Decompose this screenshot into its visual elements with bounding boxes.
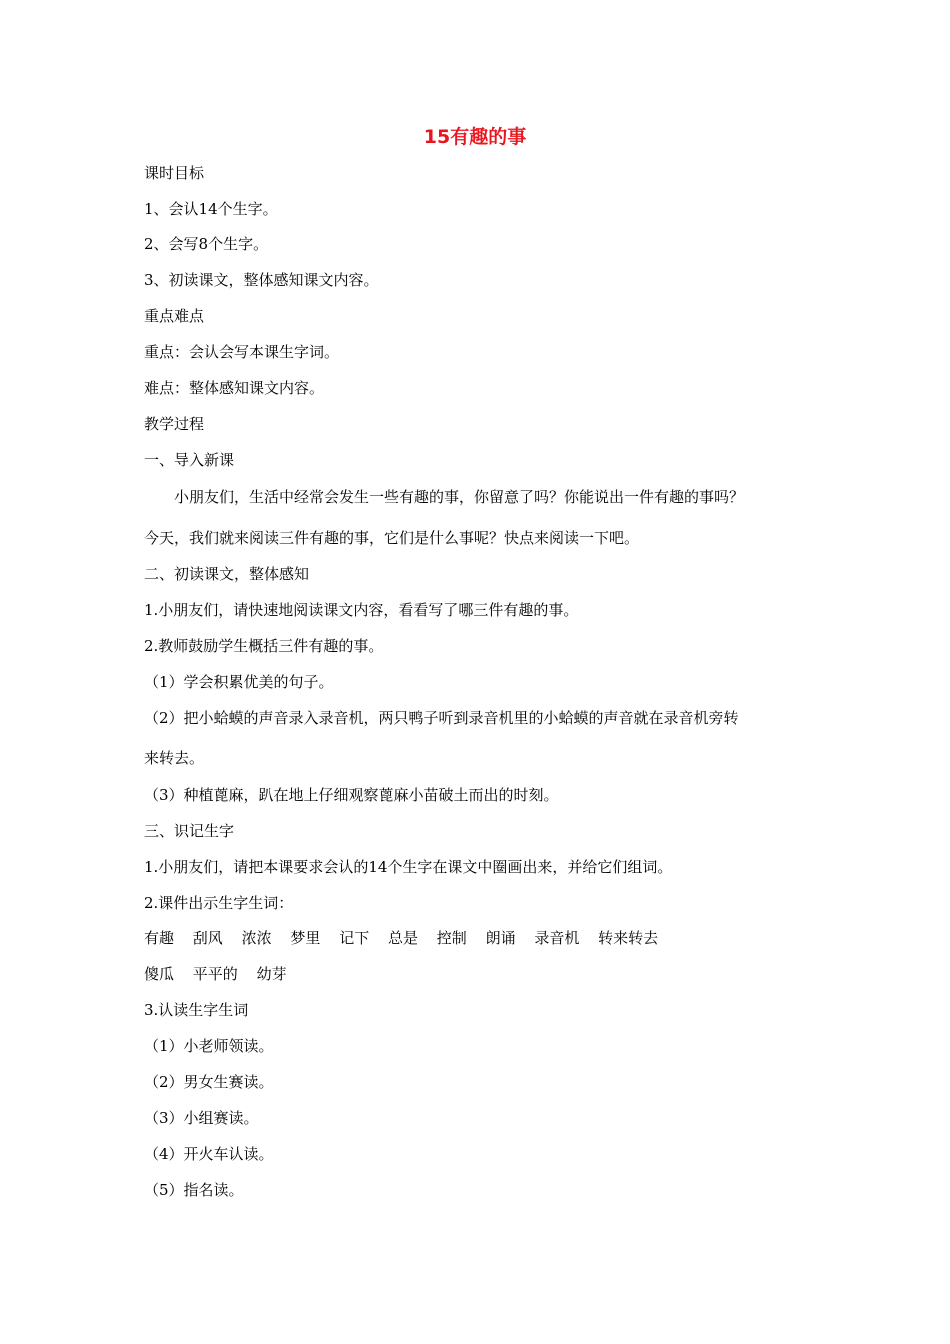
objective-item-1: 1、会认14个生字。 — [144, 200, 278, 218]
objective-item-2: 2、会写8个生字。 — [144, 235, 269, 253]
word-item: 朗诵 — [485, 929, 516, 947]
word-item: 总是 — [387, 929, 418, 947]
word-list-row-1 — [144, 928, 672, 948]
reading-item-5: （5）指名读。 — [144, 1181, 244, 1199]
reading-item-2: （2）男女生赛读。 — [144, 1073, 274, 1091]
word-item: 录音机 — [534, 929, 580, 947]
word-item: 平平的 — [192, 965, 238, 983]
reading-item-4: （4）开火车认读。 — [144, 1145, 274, 1163]
paragraph-intro: 小朋友们，生活中经常会发生一些有趣的事，你留意了吗？你能说出一件有趣的事吗？ — [174, 488, 745, 506]
section-heading-process: 教学过程 — [144, 415, 205, 433]
word-item: 有趣 — [144, 929, 175, 947]
word-item: 控制 — [436, 929, 467, 947]
key-point: 重点：会认会写本课生字词。 — [144, 343, 340, 361]
step-2-item-1: 1.小朋友们，请快速地阅读课文内容，看看写了哪三件有趣的事。 — [144, 601, 579, 619]
step-3-item-1: 1.小朋友们，请把本课要求会认的14个生字在课文中圈画出来，并给它们组词。 — [144, 858, 673, 876]
word-item: 记下 — [339, 929, 370, 947]
word-item: 转来转去 — [598, 929, 659, 947]
paragraph-intro-continued: 今天，我们就来阅读三件有趣的事，它们是什么事呢？快点来阅读一下吧。 — [144, 529, 640, 547]
word-item: 傻瓜 — [144, 965, 175, 983]
difficult-point: 难点：整体感知课文内容。 — [144, 379, 325, 397]
word-list-row-2 — [144, 964, 301, 984]
step-heading-1: 一、导入新课 — [144, 451, 235, 469]
sub-item-2-continued: 来转去。 — [144, 749, 205, 767]
word-item: 刮风 — [192, 929, 223, 947]
objective-item-3: 3、初读课文，整体感知课文内容。 — [144, 271, 379, 289]
sub-item-2: （2）把小蛤蟆的声音录入录音机，两只鸭子听到录音机里的小蛤蟆的声音就在录音机旁转 — [144, 709, 739, 727]
reading-item-3: （3）小组赛读。 — [144, 1109, 259, 1127]
step-3-item-3: 3.认读生字生词 — [144, 1001, 249, 1019]
step-3-item-2: 2.课件出示生字生词： — [144, 894, 294, 912]
sub-item-3: （3）种植蓖麻，趴在地上仔细观察蓖麻小苗破土而出的时刻。 — [144, 786, 559, 804]
step-heading-3: 三、识记生字 — [144, 822, 235, 840]
word-item: 浓浓 — [241, 929, 272, 947]
word-item: 幼芽 — [256, 965, 287, 983]
section-heading-objectives: 课时目标 — [144, 164, 205, 182]
step-2-item-2: 2.教师鼓励学生概括三件有趣的事。 — [144, 637, 384, 655]
reading-item-1: （1）小老师领读。 — [144, 1037, 274, 1055]
section-heading-key-points: 重点难点 — [144, 307, 205, 325]
step-heading-2: 二、初读课文，整体感知 — [144, 565, 310, 583]
document-title: 15有趣的事 — [423, 126, 527, 148]
word-item: 梦里 — [290, 929, 321, 947]
sub-item-1: （1）学会积累优美的句子。 — [144, 673, 334, 691]
